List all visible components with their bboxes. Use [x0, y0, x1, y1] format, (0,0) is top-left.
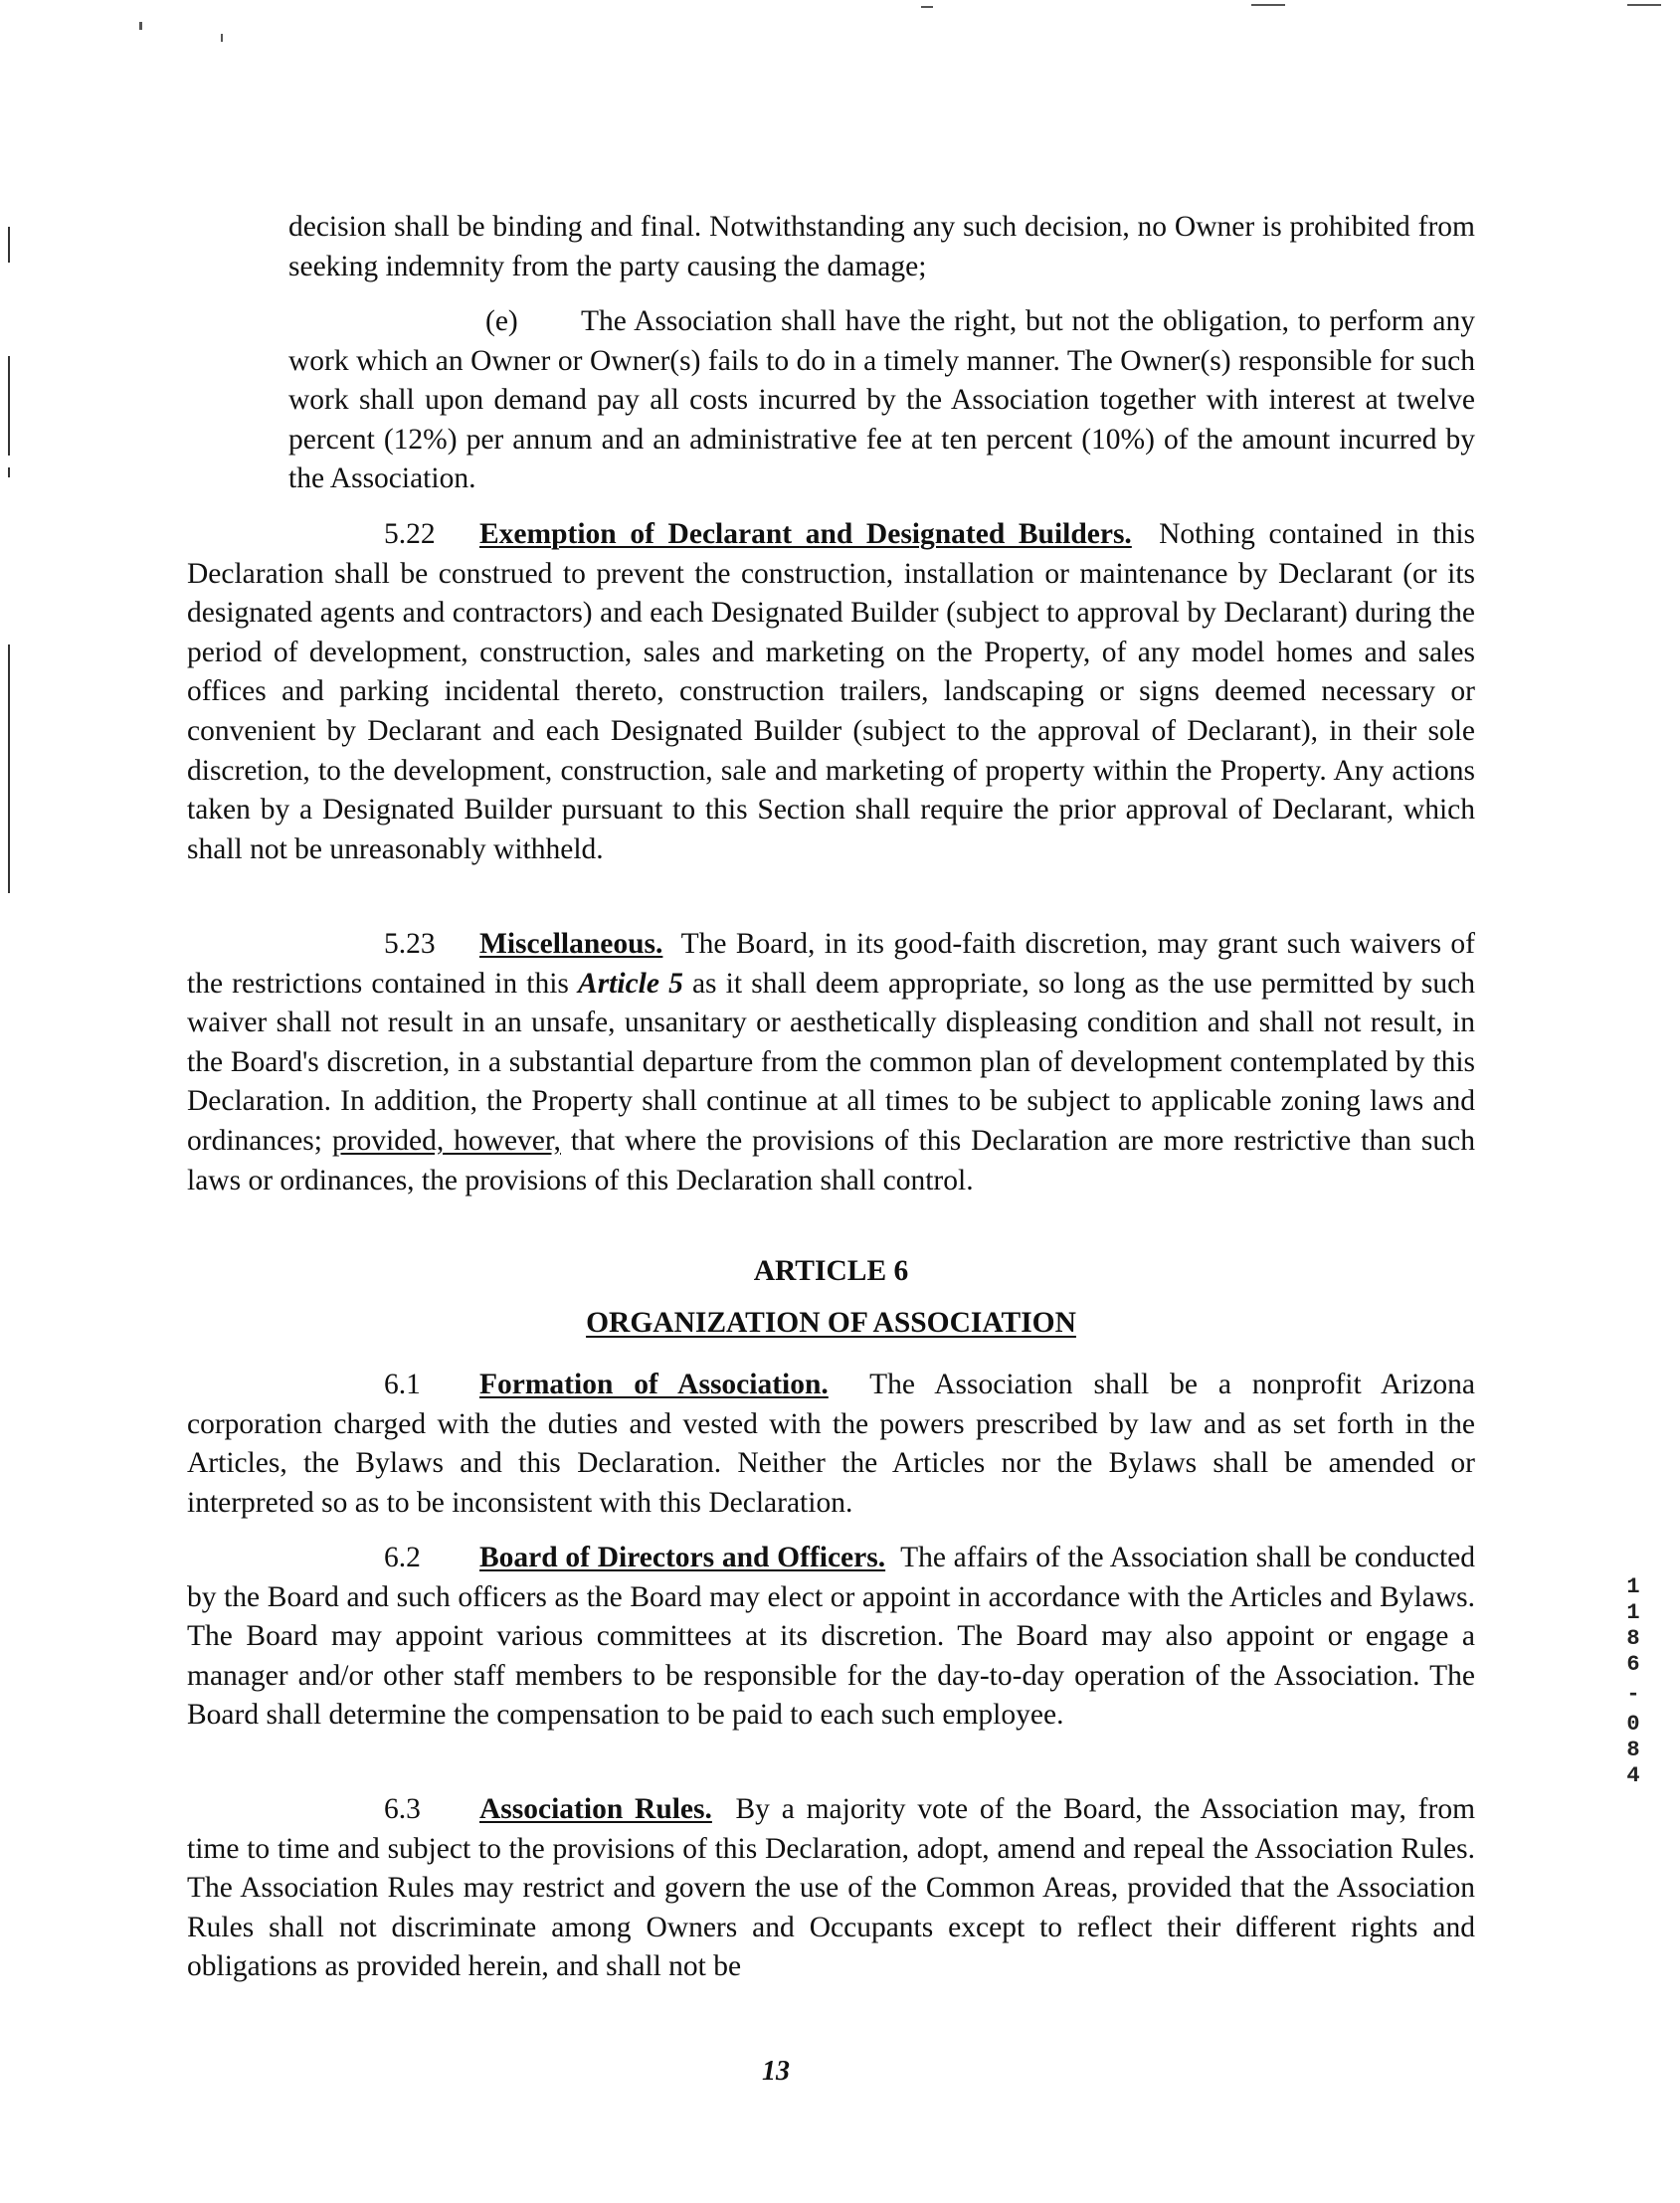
scan-speck — [1251, 4, 1285, 6]
article-reference: Article 5 — [578, 967, 683, 1000]
recording-number-char: 8 — [1626, 1738, 1640, 1762]
section-text: The Board, in its good-faith discretion, may grant such waivers of the restrictions contained in this — [187, 928, 1476, 1000]
article-heading: ARTICLE 6 — [753, 1255, 909, 1287]
page-number: 13 — [762, 2056, 790, 2087]
recording-number-char: 4 — [1626, 1763, 1640, 1788]
scan-speck — [1627, 4, 1661, 6]
section-number: 6.1 — [384, 1369, 421, 1400]
section-title: Formation of Association. — [479, 1369, 829, 1400]
section-number: 6.3 — [384, 1793, 421, 1825]
scan-speck — [139, 22, 142, 30]
section-text: Nothing contained in this Declaration shall be construed to prevent the construction, installation or maintenance by Declarant (or its designated agents and contractors) and each Designated Builder (subject to approval by Declarant) during the period of development, construction, sales and marketing on the Property, of any model homes and sales offices and parking incidental thereto, construction trailers, landscaping or signs deemed necessary or convenient by Declarant and each Designated Builder (subject to the approval of Declarant), in their sole discretion, to the development, construction, sale and marketing of property within the Property. Any actions taken by a Designated Builder pursuant to this Section shall require the prior approval of Declarant, which shall not be unreasonably withheld. — [187, 518, 1476, 865]
section-text: The Association shall be a nonprofit Arizona corporation charged with the duties and vested with the powers prescribed by law and as set forth in the Articles, the Bylaws and this Declaration. Neither the Articles nor the Bylaws shall be amended or interpreted so as to be inconsistent with this Declaration. — [187, 1369, 1475, 1519]
scan-margin-line — [8, 644, 10, 893]
recording-number — [1619, 1574, 1647, 1789]
recording-number-text — [1619, 1574, 1647, 1789]
section-6-2 — [187, 1539, 1475, 1736]
section-text: The affairs of the Association shall be conducted by the Board and such officers as the Board may elect or appoint in accordance with the Articles and Bylaws. The Board may appoint various committees at its discretion. The Board may also appoint or engage a manager and/or other staff members to be responsible for the day-to-day operation of the Association. The Board shall determine the compensation to be paid to each such employee. — [187, 1542, 1475, 1732]
recording-number-char: 6 — [1626, 1652, 1640, 1677]
paragraph-text: The Association shall have the right, but not the obligation, to perform any work which an Owner or Owner(s) fails to do in a timely manner. The Owner(s) responsible for such work shall upon demand pay all costs incurred by the Association together with interest at twelve percent (12%) per annum and an administrative fee at ten percent (10%) of the amount incurred by the Association. — [288, 305, 1475, 495]
paragraph-label: (e) — [485, 305, 518, 337]
section-title: Miscellaneous. — [479, 928, 663, 960]
recording-number-char: 0 — [1626, 1712, 1640, 1737]
section-number: 5.23 — [384, 928, 436, 960]
recording-number-char: 1 — [1626, 1574, 1640, 1599]
section-title: Association Rules. — [479, 1793, 712, 1825]
scan-speck — [921, 6, 933, 8]
scan-margin-line — [8, 356, 10, 456]
section-title: Exemption of Declarant and Designated Builders. — [479, 518, 1132, 550]
article-title: ORGANIZATION OF ASSOCIATION — [586, 1307, 1076, 1339]
section-6-3 — [187, 1790, 1475, 1987]
scan-margin-line — [8, 467, 10, 477]
recording-number-char: 8 — [1626, 1626, 1640, 1651]
section-6-1 — [187, 1366, 1475, 1523]
section-5-22 — [187, 515, 1475, 869]
section-text: By a majority vote of the Board, the Association may, from time to time and subject to the provisions of this Declaration, adopt, amend and repeal the Association Rules. The Association Rules may restrict and govern the use of the Common Areas, provided that the Association Rules shall not discriminate among Owners and Occupants except to reflect their different rights and obligations as provided herein, and shall not be — [187, 1793, 1476, 1983]
provided-however: provided, however, — [331, 1124, 561, 1157]
scan-margin-line — [8, 227, 10, 263]
section-title: Board of Directors and Officers. — [479, 1542, 886, 1573]
recording-number-char: 1 — [1626, 1600, 1640, 1625]
paragraph-e — [288, 302, 1475, 499]
scan-speck — [221, 34, 223, 42]
paragraph-text: decision shall be binding and final. Notwithstanding any such decision, no Owner is prohibited from seeking indemnity from the party causing the damage; — [288, 211, 1475, 282]
section-number: 5.22 — [384, 518, 436, 550]
section-text: that where the provisions of this Declaration are more restrictive than such laws or ordinances, the provisions of this Declaration shall control. — [187, 1124, 1476, 1196]
section-5-23 — [187, 925, 1475, 1200]
paragraph-d-continuation — [288, 208, 1475, 286]
section-number: 6.2 — [384, 1542, 421, 1573]
section-text: as it shall deem appropriate, so long as the use permitted by such waiver shall not result in an unsafe, unsanitary or aesthetically displeasing condition and shall not result, in the Board's discretion, in a substantial departure from the common plan of development contemplated by this Declaration. In addition, the Property shall continue at all times to be subject to applicable zoning laws and ordinances; — [187, 967, 1475, 1157]
recording-number-char: - — [1626, 1682, 1640, 1707]
